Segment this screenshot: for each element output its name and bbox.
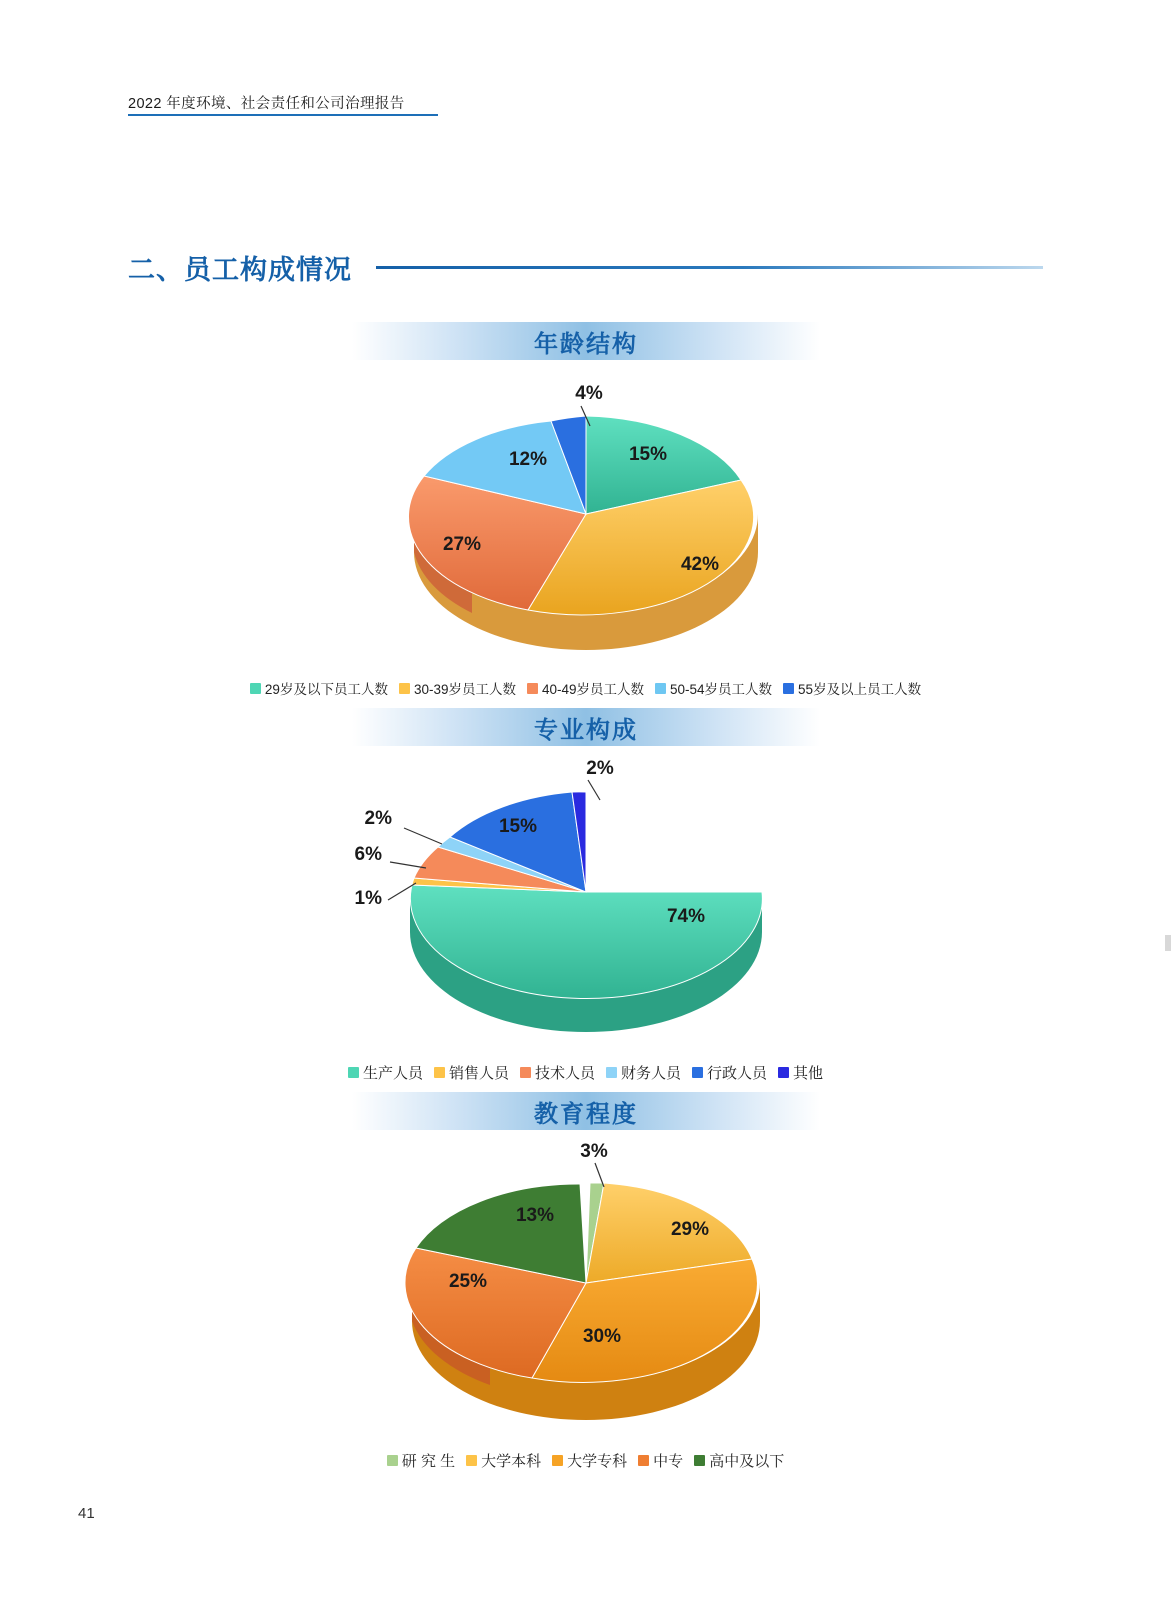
chart-1-label-0: 15% — [628, 444, 668, 465]
legend-label: 销售人员 — [448, 1065, 509, 1082]
legend-label: 研 究 生 — [401, 1453, 456, 1470]
legend-label: 40-49岁员工人数 — [541, 682, 645, 697]
legend-swatch-icon — [527, 683, 538, 694]
legend-swatch-icon — [434, 1067, 445, 1078]
legend-item — [783, 678, 921, 698]
legend-swatch-icon — [694, 1455, 705, 1466]
legend-label: 30-39岁员工人数 — [413, 682, 516, 697]
header-title: 2022 年度环境、社会责任和公司治理报告 — [128, 96, 405, 112]
legend-item — [692, 1062, 767, 1083]
legend-item — [527, 678, 644, 698]
legend-item — [466, 1450, 541, 1471]
legend-item — [387, 1450, 455, 1471]
chart-2-label-1: 1% — [354, 888, 382, 909]
chart-2-label-5: 2% — [586, 758, 614, 779]
legend-label: 高中及以下 — [709, 1453, 785, 1470]
section-title-bar — [376, 266, 1043, 269]
legend-label: 50-54岁员工人数 — [670, 682, 773, 697]
legend-swatch-icon — [606, 1067, 617, 1078]
legend-swatch-icon — [783, 683, 794, 694]
legend-swatch-icon — [552, 1455, 563, 1466]
chart-1-title-band — [352, 322, 820, 360]
legend-item — [694, 1450, 784, 1471]
legend-item — [399, 678, 516, 698]
legend-swatch-icon — [387, 1455, 398, 1466]
legend-label: 生产人员 — [362, 1065, 423, 1082]
page-number: 41 — [78, 1505, 95, 1522]
document-header — [128, 92, 438, 113]
chart-1-title: 年龄结构 — [534, 330, 638, 358]
header-rule — [128, 114, 438, 116]
chart-3-label-3: 25% — [448, 1271, 488, 1292]
chart-3-label-4: 13% — [515, 1205, 555, 1226]
section-title-text: 二、员工构成情况 — [128, 255, 352, 285]
legend-item — [434, 1062, 509, 1083]
legend-swatch-icon — [348, 1067, 359, 1078]
chart-1-legend — [0, 678, 1171, 698]
legend-label: 技术人员 — [534, 1065, 595, 1082]
legend-item — [348, 1062, 423, 1083]
chart-3-title: 教育程度 — [534, 1100, 638, 1128]
legend-item — [250, 678, 388, 698]
legend-label: 中专 — [653, 1453, 684, 1470]
legend-item — [606, 1062, 681, 1083]
chart-3-pie — [352, 1135, 820, 1425]
legend-label: 其他 — [793, 1065, 824, 1082]
chart-3-title-band — [352, 1092, 820, 1130]
legend-label: 大学专科 — [567, 1453, 628, 1470]
legend-item — [655, 678, 772, 698]
legend-label: 55岁及以上员工人数 — [798, 682, 922, 697]
legend-swatch-icon — [692, 1067, 703, 1078]
chart-1-label-2: 27% — [442, 534, 482, 555]
legend-label: 29岁及以下员工人数 — [264, 682, 388, 697]
chart-3-label-0: 3% — [580, 1141, 608, 1162]
legend-item — [638, 1450, 683, 1471]
chart-1-label-1: 42% — [680, 554, 720, 575]
chart-3-label-1: 29% — [670, 1219, 710, 1240]
legend-swatch-icon — [466, 1455, 477, 1466]
chart-2-title: 专业构成 — [534, 716, 638, 744]
chart-3-label-2: 30% — [582, 1326, 622, 1347]
chart-2-pie — [352, 752, 820, 1052]
legend-label: 大学本科 — [481, 1453, 542, 1470]
chart-2-legend — [0, 1062, 1171, 1083]
chart-1-label-3: 12% — [508, 449, 548, 470]
page-edge-mark — [1165, 935, 1171, 951]
legend-label: 行政人员 — [707, 1065, 768, 1082]
legend-swatch-icon — [399, 683, 410, 694]
chart-2-label-0: 74% — [666, 906, 706, 927]
chart-3-legend — [0, 1450, 1171, 1471]
legend-item — [552, 1450, 627, 1471]
chart-1-pie — [352, 370, 820, 660]
legend-swatch-icon — [638, 1455, 649, 1466]
section-heading — [128, 248, 1043, 287]
legend-swatch-icon — [778, 1067, 789, 1078]
chart-2-label-3: 2% — [364, 808, 392, 829]
chart-2-title-band — [352, 708, 820, 746]
chart-2-label-4: 15% — [498, 816, 538, 837]
legend-swatch-icon — [655, 683, 666, 694]
legend-swatch-icon — [520, 1067, 531, 1078]
legend-swatch-icon — [250, 683, 261, 694]
chart-1-label-4: 4% — [575, 383, 603, 404]
legend-label: 财务人员 — [621, 1065, 682, 1082]
legend-item — [520, 1062, 595, 1083]
legend-item — [778, 1062, 823, 1083]
chart-2-label-2: 6% — [354, 844, 382, 865]
